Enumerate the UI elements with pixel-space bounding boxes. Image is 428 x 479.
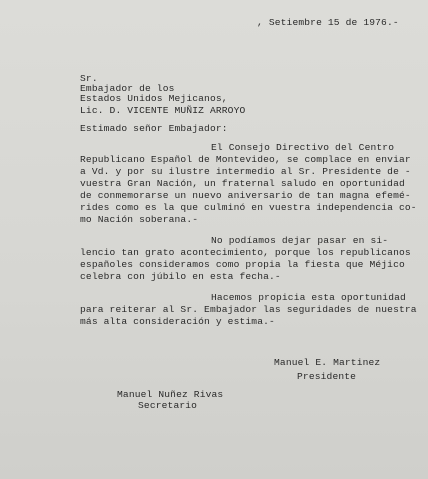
president-name: Manuel E. Martinez: [274, 357, 381, 368]
paragraph-2-line-1: No podíamos dejar pasar en si-: [211, 235, 389, 246]
secretary-name: Manuel Nuñez Rivas: [117, 389, 224, 400]
recipient-line-1: Sr.: [80, 73, 98, 84]
paragraph-1-line-6: rides como es la que culminó en vuestra independencia co-: [80, 202, 417, 213]
paragraph-2-line-4: celebra con júbilo en esta fecha.-: [80, 271, 281, 282]
paragraph-1-line-1: El Consejo Directivo del Centro: [211, 142, 395, 153]
paragraph-1-line-2: Republicano Español de Montevideo, se complace en enviar: [80, 154, 411, 165]
paragraph-3-line-1: Hacemos propicia esta oportunidad: [211, 292, 406, 303]
paragraph-2-line-3: españoles consideramos como propia la fiesta que Méjico: [80, 259, 405, 270]
paragraph-2-line-2: lencio tan grato acontecimiento, porque los republicanos: [80, 247, 411, 258]
paragraph-1-line-4: vuestra Gran Nación, un fraternal saludo en oportunidad: [80, 178, 405, 189]
paragraph-1-line-3: a Vd. y por su ilustre intermedio al Sr. Presidente de -: [80, 166, 411, 177]
letter-date: , Setiembre 15 de 1976.-: [257, 17, 399, 28]
salutation: Estimado señor Embajador:: [80, 123, 228, 134]
paragraph-3-line-2: para reiterar al Sr. Embajador las seguridades de nuestra: [80, 304, 417, 315]
recipient-line-4: Lic. D. VICENTE MUÑIZ ARROYO: [80, 105, 246, 116]
paragraph-3-line-3: más alta consideración y estima.-: [80, 316, 275, 327]
recipient-line-3: Estados Unidos Mejicanos,: [80, 93, 228, 104]
recipient-line-2: Embajador de los: [80, 83, 175, 94]
paragraph-1-line-7: mo Nación soberana.-: [80, 214, 199, 225]
paragraph-1-line-5: de conmemorarse un nuevo aniversario de tan magna efemé-: [80, 190, 411, 201]
president-title: Presidente: [297, 371, 357, 382]
secretary-title: Secretario: [138, 400, 198, 411]
